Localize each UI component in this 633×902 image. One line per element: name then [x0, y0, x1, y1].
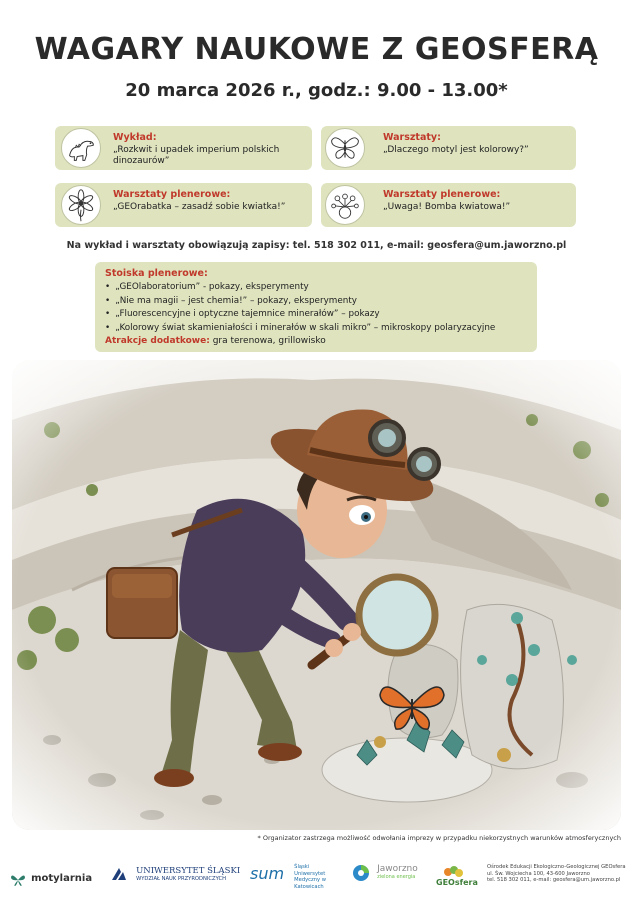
- event-card-lecture: [55, 126, 312, 170]
- event-description: „Rozkwit i upadek imperium polskich dinozaurów”: [113, 145, 280, 166]
- event-date: 20 marca 2026 r., godz.: 9.00 - 13.00*: [125, 80, 508, 101]
- event-card-workshop: [321, 126, 576, 170]
- stalls-list: [105, 281, 527, 335]
- university-of-silesia-logo: UNIWERSYTET ŚLĄSKI WYDZIAŁ NAUK PRZYRODNICZYCH: [110, 866, 240, 900]
- event-card-outdoor-seedbomb: [321, 183, 576, 227]
- geosfera-logo: GEOsfera: [436, 864, 478, 898]
- explorer-illustration: [12, 360, 621, 830]
- event-type: Warsztaty plenerowe:: [383, 189, 501, 200]
- contact-block: Ośrodek Edukacji Ekologiczno-Geologicznej GEOsfera ul. Św. Wojciecha 100, 43-600 Jaworzno tel. 518 302 011, e-mail: geosfera@um.jaworzno.pl: [487, 864, 626, 883]
- event-card-outdoor-planting: [55, 183, 312, 227]
- attractions-text: gra terenowa, grillowisko: [212, 336, 326, 347]
- attractions-label: Atrakcje dodatkowe:: [105, 336, 210, 347]
- motylarnia-logo: motylarnia: [10, 868, 92, 902]
- butterfly-logo-icon: [10, 872, 26, 886]
- registration-info: Na wykład i warsztaty obowiązują zapisy: tel. 518 302 011, e-mail: geosfera@um.jaworzno.pl: [66, 240, 567, 251]
- butterfly-icon: [325, 128, 365, 168]
- event-description: „GEOrabatka – zasadź sobie kwiatka!”: [113, 202, 286, 212]
- event-type: Warsztaty plenerowe:: [113, 189, 231, 200]
- list-item: • „Kolorowy świat skamieniałości i minerałów w skali mikro” – mikroskopy polaryzacyjne: [105, 322, 527, 336]
- flower-bomb-icon: [325, 185, 365, 225]
- event-description: „Uwaga! Bomba kwiatowa!”: [383, 202, 511, 212]
- partner-logos: [0, 860, 633, 894]
- list-item: • „GEOlaboratorium” - pokazy, eksperymenty: [105, 281, 527, 295]
- dinosaur-icon: [61, 128, 101, 168]
- additional-attractions: [105, 335, 527, 347]
- jaworzno-logo: Jaworzno zielona energia: [352, 864, 418, 898]
- sum-logo: sum Śląski Uniwersytet Medyczny w Katowicach: [250, 864, 327, 890]
- us-emblem-icon: [110, 866, 128, 882]
- event-type: Warsztaty:: [383, 132, 441, 143]
- event-description: „Dlaczego motyl jest kolorowy?”: [383, 145, 529, 155]
- outdoor-stalls-box: [95, 262, 537, 352]
- page-title: WAGARY NAUKOWE Z GEOSFERĄ: [34, 32, 599, 67]
- list-item: • „Nie ma magii – jest chemia!” – pokazy, eksperymenty: [105, 295, 527, 309]
- event-type: Wykład:: [113, 132, 157, 143]
- geosfera-emblem-icon: [442, 864, 464, 878]
- list-item: • „Fluorescencyjne i optyczne tajemnice minerałów” – pokazy: [105, 308, 527, 322]
- stalls-heading: Stoiska plenerowe:: [105, 268, 208, 279]
- jaworzno-emblem-icon: [352, 864, 370, 882]
- flower-icon: [61, 185, 101, 225]
- weather-disclaimer: * Organizator zastrzega możliwość odwołania imprezy w przypadku niekorzystnych warunków atmosferycznych: [257, 834, 621, 842]
